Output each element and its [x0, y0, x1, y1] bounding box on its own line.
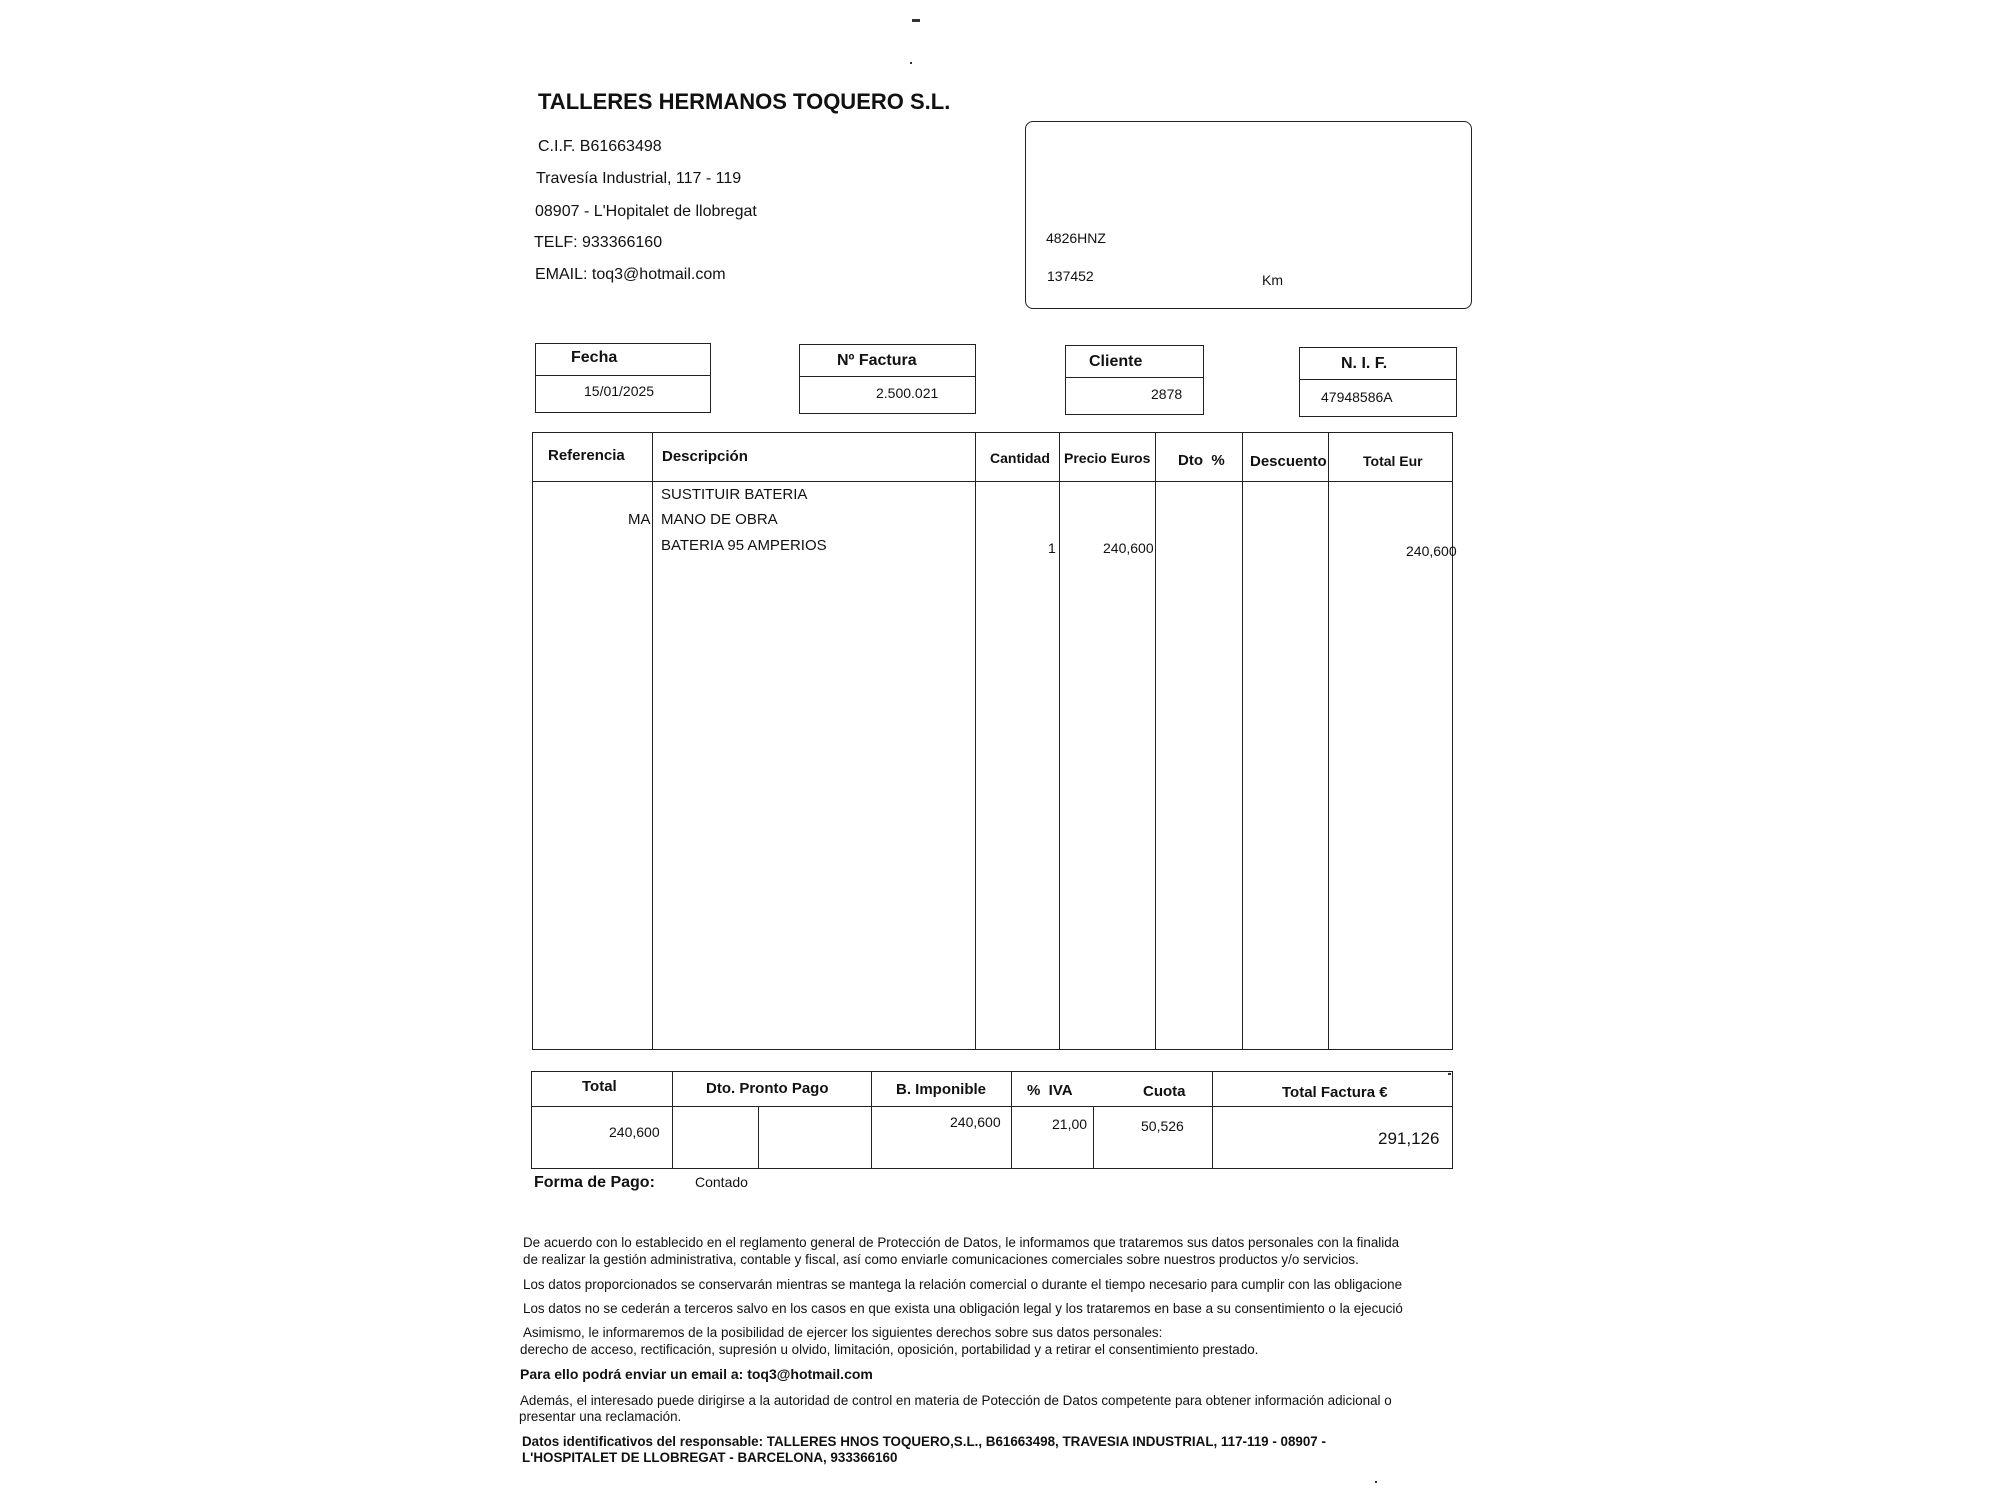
iva-value: 21,00 [1052, 1116, 1088, 1132]
vehicle-km-value: 137452 [1047, 268, 1094, 284]
scan-speck [910, 62, 912, 64]
legal-text: derecho de acceso, rectificación, supresión u olvido, limitación, oposición, portabilidad y a retirar el consentimiento prestado. [520, 1342, 1259, 1357]
fecha-label: Fecha [571, 349, 618, 366]
row-desc: SUSTITUIR BATERIA [661, 486, 808, 503]
factura-value: 2.500.021 [876, 385, 939, 401]
total-label: Total [582, 1078, 617, 1095]
scan-speck [912, 19, 920, 22]
legal-text: Los datos no se cederán a terceros salvo en los casos en que exista una obligación legal y los trataremos en base a su consentimiento o la ejecució [523, 1301, 1403, 1316]
payment-value: Contado [695, 1174, 748, 1190]
col-dto: Dto % [1178, 452, 1225, 469]
col-cantidad: Cantidad [990, 450, 1050, 466]
fecha-value: 15/01/2025 [584, 383, 655, 399]
col-precio: Precio Euros [1064, 450, 1151, 466]
row-price: 240,600 [1103, 540, 1154, 556]
base-imponible-value: 240,600 [950, 1114, 1001, 1130]
total-value: 240,600 [609, 1124, 660, 1140]
company-name: TALLERES HERMANOS TOQUERO S.L. [538, 89, 951, 114]
iva-label: % IVA [1027, 1082, 1073, 1099]
vehicle-km-unit: Km [1262, 272, 1283, 288]
row-desc: BATERIA 95 AMPERIOS [661, 537, 827, 554]
col-total: Total Eur [1363, 453, 1423, 469]
legal-text: Asimismo, le informaremos de la posibilidad de ejercer los siguientes derechos sobre sus datos personales: [523, 1325, 1163, 1340]
total-factura-label: Total Factura € [1282, 1084, 1388, 1101]
legal-text: Además, el interesado puede dirigirse a la autoridad de control en materia de Potección de Datos competente para obtener información adicional o [520, 1393, 1392, 1408]
nif-label: N. I. F. [1341, 355, 1388, 372]
dto-pronto-pago-label: Dto. Pronto Pago [706, 1080, 829, 1097]
legal-text: Los datos proporcionados se conservarán mientras se mantega la relación comercial o durante el tiempo necesario para cumplir con las obligacione [523, 1277, 1403, 1292]
row-qty: 1 [1048, 540, 1056, 556]
company-address: Travesía Industrial, 117 - 119 [536, 170, 742, 187]
legal-text: De acuerdo con lo establecido en el reglamento general de Protección de Datos, le informamos que trataremos sus datos personales con la finalida [523, 1235, 1400, 1250]
factura-label: Nº Factura [837, 352, 917, 369]
col-referencia: Referencia [548, 447, 625, 464]
total-factura-value: 291,126 [1378, 1129, 1440, 1148]
base-imponible-label: B. Imponible [896, 1081, 986, 1098]
nif-value: 47948586A [1321, 389, 1393, 405]
legal-responsible: L'HOSPITALET DE LLOBREGAT - BARCELONA, 933366160 [522, 1450, 898, 1465]
company-phone: TELF: 933366160 [534, 234, 663, 251]
row-total: 240,600 [1406, 543, 1457, 559]
legal-text: presentar una reclamación. [519, 1409, 682, 1424]
payment-label: Forma de Pago: [534, 1174, 655, 1191]
col-descuento: Descuento [1250, 453, 1327, 470]
row-ref: MA [628, 511, 651, 528]
cuota-value: 50,526 [1141, 1118, 1184, 1134]
col-descripcion: Descripción [662, 448, 748, 465]
company-cif: C.I.F. B61663498 [538, 138, 662, 155]
company-city: 08907 - L'Hopitalet de llobregat [535, 203, 757, 220]
vehicle-plate: 4826HNZ [1046, 230, 1106, 246]
cuota-label: Cuota [1143, 1083, 1186, 1100]
legal-email-line: Para ello podrá enviar un email a: toq3@hotmail.com [520, 1366, 873, 1382]
legal-responsible: Datos identificativos del responsable: TALLERES HNOS TOQUERO,S.L., B61663498, TRAVESIA INDUSTRIAL, 117-119 - 08907 - [522, 1434, 1326, 1449]
cliente-value: 2878 [1151, 386, 1183, 402]
row-desc: MANO DE OBRA [661, 511, 778, 528]
legal-text: de realizar la gestión administrativa, contable y fiscal, así como enviarle comunicaciones comerciales sobre nuestros productos y/o servicios. [523, 1252, 1359, 1267]
cliente-label: Cliente [1089, 353, 1143, 370]
company-email: EMAIL: toq3@hotmail.com [535, 266, 726, 283]
scan-speck [1375, 1481, 1377, 1483]
fecha-box [535, 343, 711, 413]
